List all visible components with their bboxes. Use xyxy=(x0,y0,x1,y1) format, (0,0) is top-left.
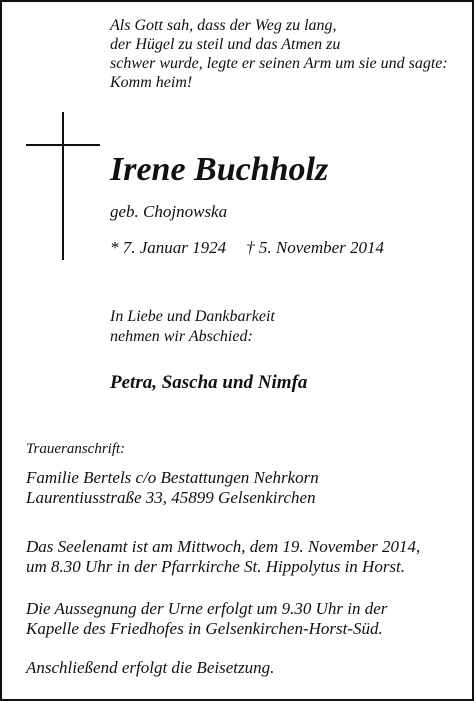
poem-line: Komm heim! xyxy=(110,74,193,91)
cross-icon xyxy=(26,112,100,260)
birth-date: * 7. Januar 1924 xyxy=(110,238,227,257)
cross-vertical-beam xyxy=(62,112,64,260)
burial-info: Anschließend erfolgt die Beisetzung. xyxy=(26,658,275,677)
mass-line: Das Seelenamt ist am Mittwoch, dem 19. November 2014, xyxy=(26,537,421,556)
urn-line: Kapelle des Friedhofes in Gelsenkirchen-Horst-Süd. xyxy=(26,619,383,638)
farewell-line: nehmen wir Abschied: xyxy=(110,328,253,345)
mourners-names: Petra, Sascha und Nimfa xyxy=(110,372,308,393)
poem-line: der Hügel zu steil und das Atmen zu xyxy=(110,36,341,53)
mourning-address xyxy=(26,468,319,508)
requiem-mass-info xyxy=(26,537,454,577)
poem-line: schwer wurde, legte er seinen Arm um sie und sagte: xyxy=(110,55,448,72)
farewell-text xyxy=(110,307,275,347)
address-line: Laurentiusstraße 33, 45899 Gelsenkirchen xyxy=(26,488,316,507)
address-line: Familie Bertels c/o Bestattungen Nehrkorn xyxy=(26,468,319,487)
deceased-name: Irene Buchholz xyxy=(110,151,329,188)
mass-line: um 8.30 Uhr in der Pfarrkirche St. Hippolytus in Horst. xyxy=(26,557,406,576)
urn-line: Die Aussegnung der Urne erfolgt um 9.30 Uhr in der xyxy=(26,599,388,618)
life-dates xyxy=(110,238,384,258)
poem xyxy=(110,16,460,92)
death-date: † 5. November 2014 xyxy=(246,238,385,257)
urn-blessing-info xyxy=(26,599,454,639)
address-label: Traueranschrift: xyxy=(26,441,126,457)
cross-horizontal-beam xyxy=(26,144,100,146)
maiden-name: geb. Chojnowska xyxy=(110,202,228,221)
farewell-line: In Liebe und Dankbarkeit xyxy=(110,308,275,325)
poem-line: Als Gott sah, dass der Weg zu lang, xyxy=(110,17,337,34)
